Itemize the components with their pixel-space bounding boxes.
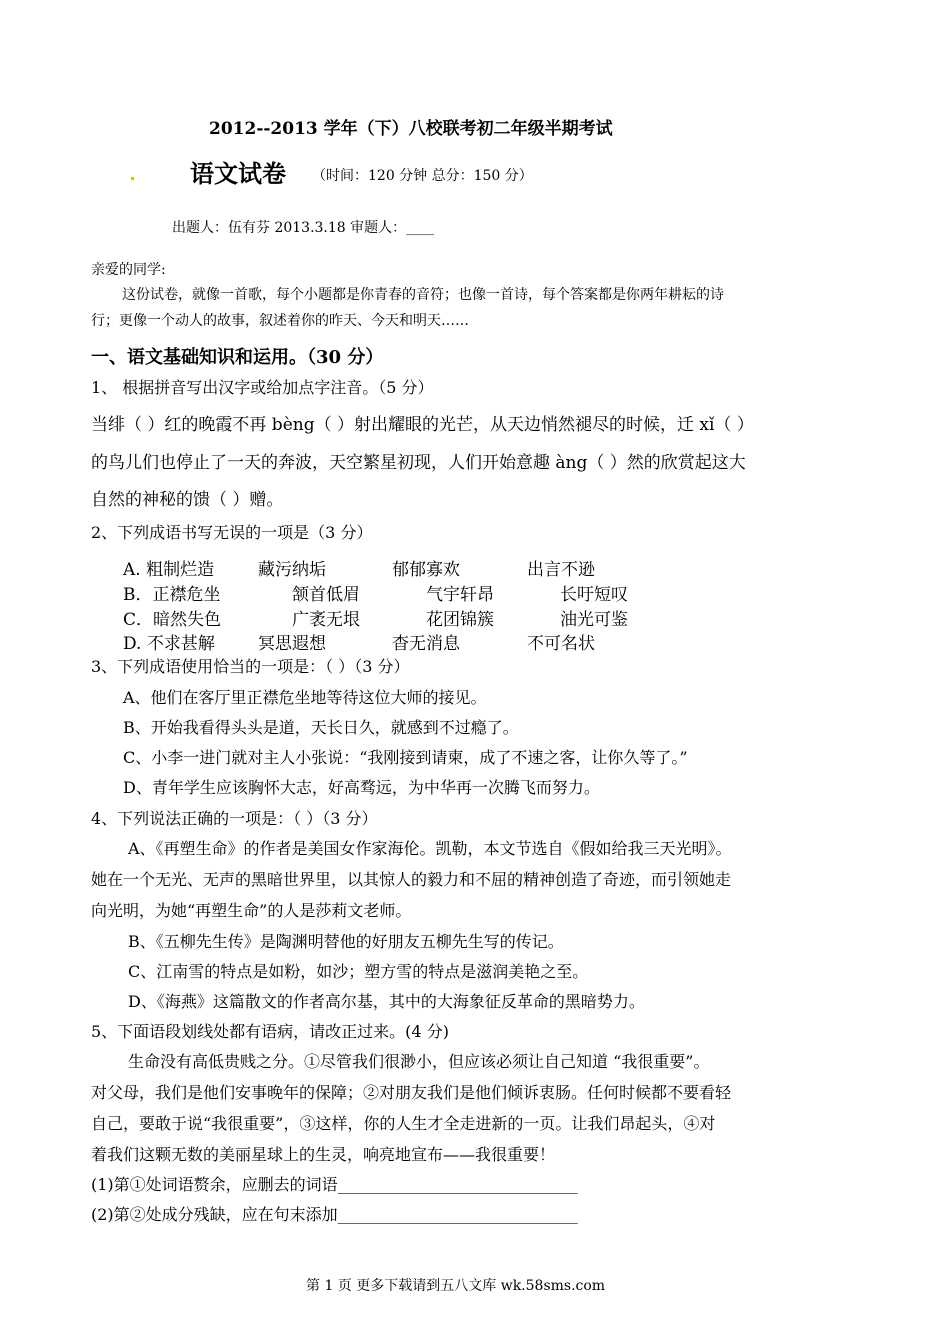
author-line: 出题人：伍有芬 2013.3.18 审题人：____ [172,220,435,236]
q4-option-a-line-1: A、《再塑生命》的作者是美国女作家海伦。凯勒，本文节选自《假如给我三天光明》。 [128,839,732,858]
q2-option-a-4: 出言不逊 [527,560,595,580]
q3-option-a: A、他们在客厅里正襟危坐地等待这位大师的接见。 [123,688,487,707]
q2-option-b-4: 长吁短叹 [560,585,628,605]
q1-stem: 1、 根据拼音写出汉字或给加点字注音。（5 分） [91,378,434,397]
q2-option-d-1: D. 不求甚解 [123,634,215,654]
q1-line-3: 自然的神秘的馈（ ）赠。 [91,490,284,510]
decorative-dot [131,177,134,180]
q5-answer-line-2: (2)第②处成分残缺，应在句末添加______________________________ [91,1205,578,1224]
exam-title: 2012--2013 学年（下）八校联考初二年级半期考试 [209,119,613,139]
q2-option-b-2: 颔首低眉 [292,585,360,605]
q5-passage-line-1: 生命没有高低贵贱之分。①尽管我们很渺小，但应该必须让自己知道 “我很重要”。 [128,1052,710,1071]
q3-option-c: C、小李一进门就对主人小张说：“我刚接到请柬，成了不速之客，让你久等了。” [123,748,688,767]
q2-option-c-1: C．暗然失色 [123,610,222,630]
page-footer: 第 1 页 更多下载请到五八文库 wk.58sms.com [306,1278,606,1294]
q4-stem: 4、下列说法正确的一项是：（ ）（3 分） [91,809,378,828]
q1-line-1: 当绯（ ）红的晚霞不再 bèng（ ）射出耀眼的光芒，从天边悄然褪尽的时候，迁 xǐ（ ） [91,415,754,435]
q5-passage-line-4: 着我们这颗无数的美丽星球上的生灵，响亮地宣布——我很重要！ [91,1145,556,1164]
q2-option-d-3: 杳无消息 [392,634,460,654]
q2-option-c-4: 油光可鉴 [560,610,628,630]
q1-line-2: 的鸟儿们也停止了一天的奔波，天空繁星初现，人们开始意趣 àng（ ）然的欣赏起这大 [91,453,746,473]
q2-option-c-2: 广袤无垠 [292,610,360,630]
q3-option-b: B、开始我看得头头是道，天长日久，就感到不过瘾了。 [123,718,519,737]
q2-option-d-2: 冥思遐想 [258,634,326,654]
q5-stem: 5、下面语段划线处都有语病，请改正过来。(4 分) [91,1022,449,1041]
q2-option-b-1: B．正襟危坐 [123,585,221,605]
q4-option-d: D、《海燕》这篇散文的作者高尔基，其中的大海象征反革命的黑暗势力。 [128,992,645,1011]
q3-stem: 3、下列成语使用恰当的一项是：（ ）（3 分） [91,657,410,676]
intro-line-1: 这份试卷，就像一首歌，每个小题都是你青春的音符；也像一首诗，每个答案都是你两年耕耘的诗 [122,287,724,303]
q2-option-a-2: 藏污纳垢 [258,560,326,580]
q5-passage-line-3: 自己，要敢于说“我很重要”，③这样，你的人生才全走进新的一页。让我们昂起头，④对 [91,1114,716,1133]
intro-line-2: 行；更像一个动人的故事，叙述着你的昨天、今天和明天…… [91,313,469,329]
subject-title: 语文试卷 [190,159,286,188]
q5-passage-line-2: 对父母，我们是他们安事晚年的保障；②对朋友我们是他们倾诉衷肠。任何时候都不要看轻 [91,1083,732,1102]
q2-stem: 2、下列成语书写无误的一项是（3 分） [91,523,373,542]
exam-time-info: （时间：120 分钟 总分：150 分） [312,168,533,184]
q4-option-c: C、江南雪的特点是如粉，如沙；塑方雪的特点是滋润美艳之至。 [128,962,589,981]
q2-option-b-3: 气宇轩昂 [426,585,494,605]
q2-option-d-4: 不可名状 [527,634,595,654]
section-1-heading: 一、语文基础知识和运用。（30 分） [91,347,384,368]
q4-option-a-line-3: 向光明，为她“再塑生命”的人是莎莉文老师。 [91,901,412,920]
q2-option-a-3: 郁郁寡欢 [392,560,460,580]
q2-option-a-1: A. 粗制烂造 [123,560,215,580]
q3-option-d: D、青年学生应该胸怀大志，好高骛远，为中华再一次腾飞而努力。 [123,778,600,797]
q4-option-a-line-2: 她在一个无光、无声的黑暗世界里，以其惊人的毅力和不屈的精神创造了奇迹，而引领她走 [91,870,732,889]
q4-option-b: B、《五柳先生传》是陶渊明替他的好朋友五柳先生写的传记。 [128,932,564,951]
q5-answer-line-1: (1)第①处词语赘余，应删去的词语______________________________ [91,1175,578,1194]
greeting: 亲爱的同学: [91,262,166,278]
q2-option-c-3: 花团锦簇 [426,610,494,630]
